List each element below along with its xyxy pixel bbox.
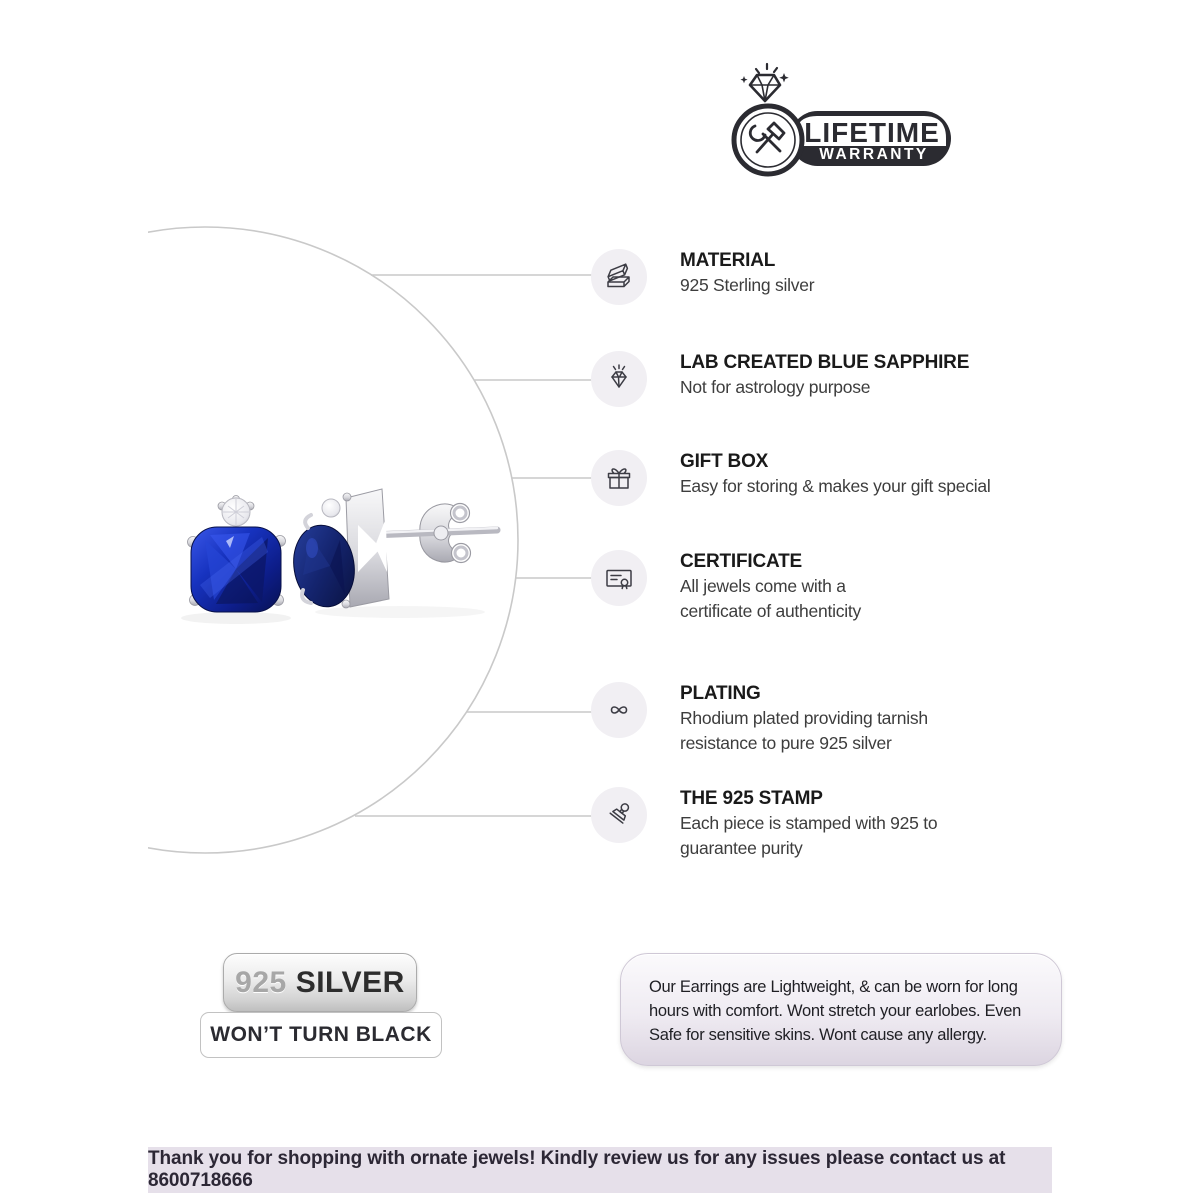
badge-subtitle: WARRANTY	[819, 146, 929, 163]
infinity-icon	[591, 682, 647, 738]
feature-title: PLATING	[680, 683, 761, 704]
tools-emblem	[734, 106, 802, 174]
product-image-earrings	[150, 460, 520, 650]
badge-title: LIFETIME	[804, 117, 940, 148]
info-line: Our Earrings are Lightweight, & can be worn for long	[649, 978, 1018, 996]
diamond-sparkle-icon	[740, 64, 788, 101]
certificate-icon	[591, 550, 647, 606]
feature-title: LAB CREATED BLUE SAPPHIRE	[680, 352, 970, 373]
feature-description: certificate of authenticity	[680, 601, 861, 621]
feature-plating	[591, 682, 928, 756]
feature-title: MATERIAL	[680, 250, 776, 271]
info-line: Safe for sensitive skins. Wont cause any allergy.	[649, 1026, 987, 1044]
wont-turn-black-label: WON’T TURN BLACK	[210, 1023, 432, 1046]
feature-925-stamp	[591, 787, 937, 861]
wont-turn-black-badge	[200, 1012, 442, 1058]
feature-title: CERTIFICATE	[680, 551, 802, 572]
diamond-icon	[591, 351, 647, 407]
feature-description: guarantee purity	[680, 838, 803, 858]
right-earring	[288, 489, 497, 611]
silver-bars-icon	[591, 249, 647, 305]
feature-description: All jewels come with a	[680, 576, 846, 596]
gift-box-icon	[591, 450, 647, 506]
feature-description: Not for astrology purpose	[680, 377, 871, 397]
silver-word: SILVER	[295, 965, 405, 999]
footer-thankyou-bar	[148, 1147, 1052, 1193]
feature-description: Easy for storing & makes your gift special	[680, 476, 991, 496]
feature-description: Each piece is stamped with 925 to	[680, 813, 938, 833]
feature-description: Rhodium plated providing tarnish	[680, 708, 928, 728]
feature-sapphire	[591, 351, 969, 407]
info-line: hours with comfort. Wont stretch your earlobes. Even	[649, 1002, 1022, 1020]
silver-925-number: 925	[235, 965, 287, 999]
stamp-icon	[591, 787, 647, 843]
feature-title: GIFT BOX	[680, 451, 769, 472]
feature-gift-box	[591, 450, 990, 506]
comfort-info-box	[620, 953, 1062, 1066]
footer-text: Thank you for shopping with ornate jewels! Kindly review us for any issues please contact us at 8600718666	[148, 1148, 1006, 1191]
feature-title: THE 925 STAMP	[680, 788, 823, 809]
feature-material	[591, 249, 814, 305]
left-earring	[188, 496, 286, 613]
feature-certificate	[591, 550, 861, 624]
lifetime-warranty-badge	[722, 60, 957, 180]
silver-925-badge	[223, 953, 417, 1012]
feature-description: resistance to pure 925 silver	[680, 733, 892, 753]
feature-description: 925 Sterling silver	[680, 275, 815, 295]
